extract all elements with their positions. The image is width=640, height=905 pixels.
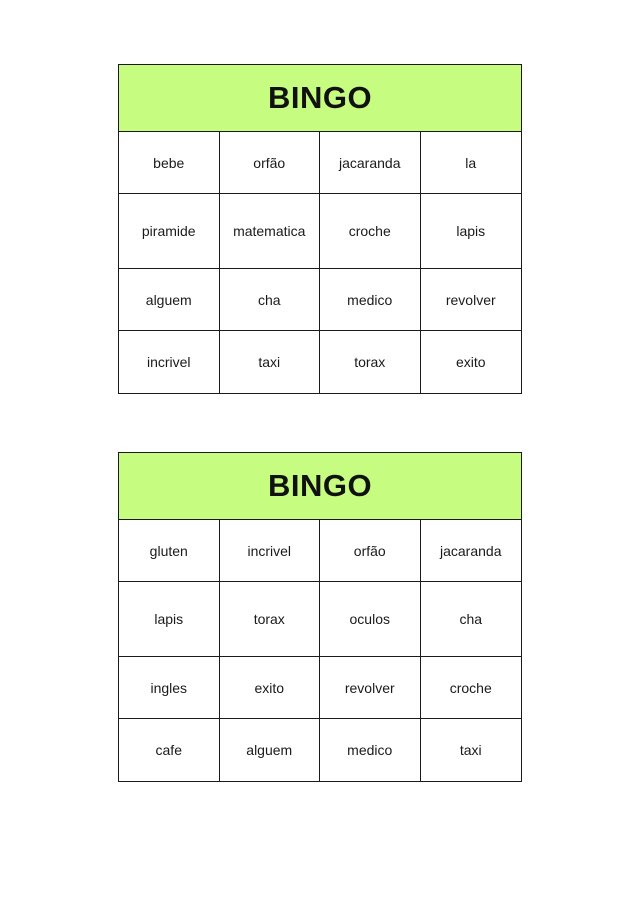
bingo-grid	[119, 520, 521, 781]
bingo-cell: croche	[421, 657, 522, 719]
bingo-card-title: BINGO	[267, 468, 373, 503]
bingo-cell: croche	[320, 194, 421, 269]
bingo-cell: gluten	[119, 520, 220, 582]
bingo-cell: medico	[320, 719, 421, 781]
bingo-cell: matematica	[220, 194, 321, 269]
bingo-cell: la	[421, 132, 522, 194]
bingo-cell: incrivel	[220, 520, 321, 582]
bingo-cell: medico	[320, 269, 421, 331]
bingo-cell: torax	[320, 331, 421, 393]
bingo-cell: exito	[455, 354, 486, 370]
bingo-cell: jacaranda	[320, 132, 421, 194]
bingo-card-header	[119, 65, 521, 132]
bingo-cell: orfão	[220, 132, 321, 194]
bingo-cell: taxi	[459, 742, 482, 758]
bingo-cell: cafe	[119, 719, 220, 781]
bingo-cell: torax	[220, 582, 321, 657]
bingo-cell: piramide	[119, 194, 220, 269]
bingo-cell: jacaranda	[421, 520, 522, 582]
bingo-card-header	[119, 453, 521, 520]
bingo-cell: orfão	[320, 520, 421, 582]
bingo-cell: revolver	[320, 657, 421, 719]
bingo-card-1	[118, 64, 522, 394]
bingo-cell: revolver	[421, 269, 522, 331]
bingo-cell: alguem	[220, 719, 321, 781]
bingo-cell: oculos	[320, 582, 421, 657]
bingo-cell: ingles	[119, 657, 220, 719]
bingo-cell: bebe	[119, 132, 220, 194]
bingo-card-title: BINGO	[267, 80, 373, 115]
bingo-cell: lapis	[421, 194, 522, 269]
bingo-cell: alguem	[119, 269, 220, 331]
bingo-cell: incrivel	[119, 331, 220, 393]
bingo-cell: lapis	[119, 582, 220, 657]
bingo-card-2	[118, 452, 522, 782]
bingo-cell: taxi	[220, 331, 321, 393]
bingo-grid	[119, 132, 521, 393]
bingo-cell: cha	[220, 269, 321, 331]
bingo-cell: cha	[421, 582, 522, 657]
bingo-cell: exito	[220, 657, 321, 719]
